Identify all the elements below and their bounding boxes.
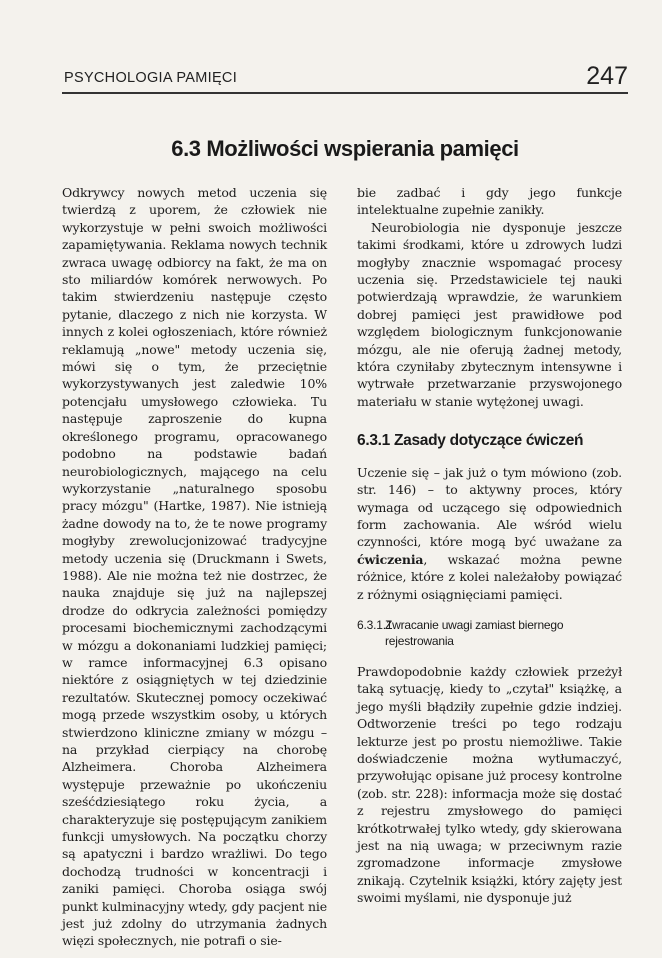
attention-paragraph: Prawdopodobnie każdy człowiek przeżył taką sytuację, kiedy to „czytał" książkę, a jego myśli błądziły zupełnie gdzie indziej. Odtworzenie treści po tego rodzaju lekturze jest po prostu niemożliwe. Takie doświadczenie można wytłumaczyć, przywołując opisane już procesy kontrolne (zob. str. 228): informacja może się dostać z rejestru zmysłowego do pamięci krótkotrwałej tylko wtedy, gdy skierowana jest na nią uwaga; w przeciwnym razie zgromadzone informacje zmysłowe znikają. Czytelnik książki, który zajęty jest swoimi myślami, nie dysponuje już xyxy=(357,663,622,906)
continuation-paragraph: bie zadbać i gdy jego funkcje intelektualne zupełnie zanikły. xyxy=(357,185,622,218)
exercise-paragraph xyxy=(357,464,622,603)
page-number: 247 xyxy=(586,62,628,90)
subsection-title: Zwracanie uwagi zamiast biernego rejestrowania xyxy=(385,617,564,648)
running-head xyxy=(62,62,628,94)
intro-paragraph: Odkrywcy nowych metod uczenia się twierdzą z uporem, że człowiek nie wykorzystuje w pełni swoich możliwości zapamiętywania. Reklama nowych technik zwraca uwagę odbiorcy na fakt, że ma on sto miliardów komórek nerwowych. Po takim stwierdzeniu następuje często pytanie, dlaczego z nich nie korzysta. W innych z kolei ogłoszeniach, które również reklamują „nowe" metody uczenia się, mówi się o tym, że przeciętnie wykorzystywanych jest zaledwie 10% potencjału umysłowego człowieka. Tu następuje zaproszenie do kupna określonego programu, opracowanego podobno na podstawie badań neurobiologicznych, mającego na celu wykorzystanie „naturalnego sposobu pracy mózgu" (Hartke, 1987). Nie istnieją żadne dowody na to, że te nowe programy mogłyby zrewolucjonizować tradycyjne metody uczenia się (Druckmann i Swets, 1988). Ale nie można też nie dostrzec, że nauka znajduje się już na najlepszej drodze do odkrycia zależności pomiędzy procesami biochemicznymi zachodzącymi w mózgu a dokonaniami ludzkiej pamięci; w ramce informacyjnej 6.3 opisano niektóre z osiągniętych w tej dziedzinie rezultatów. Skutecznej pomocy oczekiwać mogą przede wszystkim osoby, u których stwierdzono kliniczne zmiany w mózgu – na przykład cierpiący na chorobę Alzheimera. Choroba Alzheimera występuje przeważnie po ukończeniu sześćdziesiątego roku życia, a charakteryzuje się postępującym zanikiem funkcji umysłowych. Na początku chorzy są apatyczni i bardzo wrażliwi. Do tego dochodzą trudności w koncentracji i zaniki pamięci. Choroba osiąga swój punkt kulminacyjny wtedy, gdy pacjent nie jest już zdolny do utrzymania żadnych więzi społecznych, nie potrafi o sie- xyxy=(62,185,327,949)
running-head-title: PSYCHOLOGIA PAMIĘCI xyxy=(64,70,238,86)
subsection-number: 6.3.1.1 xyxy=(357,617,393,632)
left-column xyxy=(62,184,327,950)
exercise-paragraph-end: , wskazać można pewne różnice, które z kolei należałoby powiązać z różnymi osiągnięciami pamięci. xyxy=(357,551,622,602)
subsection-heading xyxy=(357,617,622,649)
chapter-title: 6.3 Możliwości wspierania pamięci xyxy=(171,136,519,161)
neurobiology-paragraph: Neurobiologia nie dysponuje jeszcze takimi środkami, które u zdrowych ludzi mogłyby znacznie wspomagać procesy uczenia się. Przedstawiciele tej nauki potwierdzają wprawdzie, że warunkiem dobrej pamięci jest prawidłowe pod względem biologicznym funkcjonowanie mózgu, ale nie oferują żadnej metody, która czyniłaby zbytecznym intensywne i wytrwałe przetwarzanie przyswojonego materiału w stanie wytężonej uwagi. xyxy=(357,219,622,409)
section-heading: 6.3.1 Zasady dotyczące ćwiczeń xyxy=(357,432,584,450)
exercise-paragraph-start: Uczenie się – jak już o tym mówiono (zob. str. 146) – to aktywny proces, który wymaga od uczącego się odpowiednich form zachowania. Ale wśród wielu czynności, które mogą być uważane za xyxy=(357,464,622,550)
right-column xyxy=(357,184,622,907)
exercise-term: ćwiczenia xyxy=(357,551,424,567)
